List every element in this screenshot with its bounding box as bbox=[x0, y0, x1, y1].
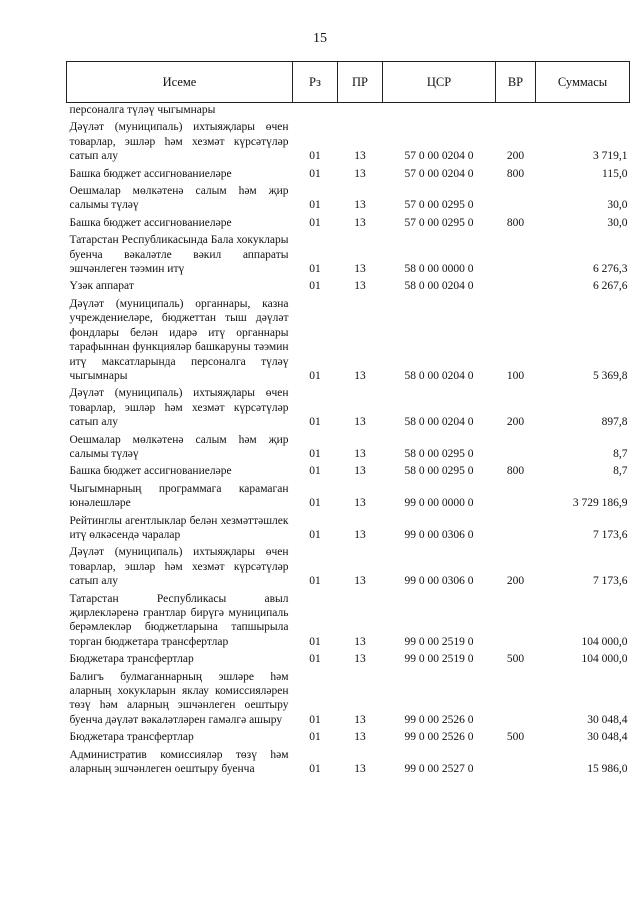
row-pr: 13 bbox=[354, 653, 366, 666]
budget-table bbox=[66, 61, 630, 776]
row-vr bbox=[496, 589, 536, 650]
row-csr bbox=[383, 103, 496, 118]
row-rz: 01 bbox=[309, 280, 321, 293]
row-name: Башка бюджет ассигнованиеләре bbox=[69, 465, 232, 478]
row-pr: 13 bbox=[354, 465, 366, 478]
row-rz: 01 bbox=[309, 416, 321, 429]
row-vr bbox=[496, 667, 536, 728]
row-pr: 13 bbox=[354, 575, 366, 588]
column-header-pr: ПР bbox=[338, 62, 383, 103]
row-sum: 15 986,0 bbox=[587, 763, 628, 776]
row-csr: 99 0 00 2527 0 bbox=[404, 763, 474, 776]
column-header-csr: ЦСР bbox=[383, 62, 496, 103]
row-sum: 104 000,0 bbox=[581, 635, 628, 648]
row-vr bbox=[496, 511, 536, 543]
row-rz: 01 bbox=[309, 369, 321, 382]
row-name: Дәүләт (муниципаль) ихтыяҗлары өчен товарлар, эшләр һәм хезмәт күрсәтүләр сатып алу bbox=[69, 546, 289, 588]
row-pr: 13 bbox=[354, 280, 366, 293]
row-rz: 01 bbox=[309, 465, 321, 478]
row-rz: 01 bbox=[309, 263, 321, 276]
row-sum: 8,7 bbox=[613, 465, 628, 478]
row-sum: 30,0 bbox=[607, 199, 628, 212]
row-csr: 58 0 00 0000 0 bbox=[404, 263, 474, 276]
row-rz: 01 bbox=[309, 497, 321, 510]
row-sum: 6 276,3 bbox=[593, 263, 628, 276]
row-pr: 13 bbox=[354, 635, 366, 648]
table-row bbox=[67, 461, 630, 478]
row-name: Административ комиссияләр төзү һәм аларның эшчәнлеген оештыру буенча bbox=[69, 748, 289, 776]
row-csr: 57 0 00 0295 0 bbox=[404, 216, 474, 229]
table-row bbox=[67, 649, 630, 666]
row-rz: 01 bbox=[309, 216, 321, 229]
row-vr: 500 bbox=[506, 653, 525, 666]
row-pr: 13 bbox=[354, 763, 366, 776]
row-rz: 01 bbox=[309, 199, 321, 212]
row-sum: 8,7 bbox=[613, 447, 628, 460]
row-csr: 99 0 00 2526 0 bbox=[404, 731, 474, 744]
row-csr: 58 0 00 0295 0 bbox=[404, 447, 474, 460]
row-vr: 200 bbox=[506, 150, 525, 163]
row-csr: 99 0 00 0306 0 bbox=[404, 528, 474, 541]
row-name: Оешмалар мөлкәтенә салым һәм җир салымы түләү bbox=[69, 433, 289, 460]
table-row bbox=[67, 542, 630, 588]
row-csr: 99 0 00 2526 0 bbox=[404, 713, 474, 726]
row-name: Дәүләт (муниципаль) ихтыяҗлары өчен товарлар, эшләр һәм хезмәт күрсәтүләр сатып алу bbox=[69, 121, 289, 163]
row-rz: 01 bbox=[309, 528, 321, 541]
row-name: Рейтинглы агентлыклар белән хезмәттәшлек итү өлкәсендә чаралар bbox=[69, 514, 289, 541]
column-header-rz: Рз bbox=[293, 62, 338, 103]
row-csr: 99 0 00 0000 0 bbox=[404, 497, 474, 510]
row-vr bbox=[496, 230, 536, 276]
row-sum: 30,0 bbox=[607, 216, 628, 229]
table-row bbox=[67, 479, 630, 511]
row-sum: 30 048,4 bbox=[587, 713, 628, 726]
row-name: Дәүләт (муниципаль) органнары, казна учреждениеләре, бюджеттан тыш дәүләт фондлары белән идарә итү органнары тарафыннан функцияләр башкаруны тәэмин итү максатларында персоналга түләү чыгымнары bbox=[69, 297, 289, 382]
row-name: персоналга түләү чыгымнары bbox=[69, 104, 216, 116]
row-csr: 57 0 00 0204 0 bbox=[404, 150, 474, 163]
row-sum: 3 719,1 bbox=[593, 150, 628, 163]
row-pr: 13 bbox=[354, 447, 366, 460]
row-vr bbox=[496, 479, 536, 511]
row-csr: 57 0 00 0295 0 bbox=[404, 199, 474, 212]
row-pr: 13 bbox=[354, 150, 366, 163]
row-vr: 200 bbox=[506, 416, 525, 429]
row-name: Бюджетара трансфертлар bbox=[69, 731, 194, 744]
row-csr: 99 0 00 2519 0 bbox=[404, 635, 474, 648]
row-sum: 3 729 186,9 bbox=[572, 497, 628, 510]
table-row bbox=[67, 117, 630, 163]
row-rz: 01 bbox=[309, 447, 321, 460]
row-vr bbox=[496, 745, 536, 777]
row-csr: 58 0 00 0204 0 bbox=[404, 416, 474, 429]
row-vr bbox=[496, 181, 536, 213]
row-pr: 13 bbox=[354, 167, 366, 180]
table-row bbox=[67, 103, 630, 118]
row-csr: 99 0 00 0306 0 bbox=[404, 575, 474, 588]
row-vr: 100 bbox=[506, 369, 525, 382]
row-vr bbox=[496, 103, 536, 118]
row-rz: 01 bbox=[309, 150, 321, 163]
row-sum: 115,0 bbox=[602, 167, 628, 180]
row-rz: 01 bbox=[309, 763, 321, 776]
row-pr bbox=[338, 103, 383, 118]
table-row bbox=[67, 383, 630, 429]
column-header-name: Исеме bbox=[67, 62, 293, 103]
row-name: Татарстан Республикасында Бала хокуклары буенча вәкаләтле вәкил аппараты эшчәнлеген тәэмин итү bbox=[69, 234, 289, 276]
row-name: Балигъ булмаганнарның эшләре һәм аларның хокукларын яклау комиссияләрен төзү һәм аларның эшчәнлеген оештыру буенча дәүләт вәкаләтләрен гамәлгә ашыру bbox=[69, 670, 289, 726]
row-pr: 13 bbox=[354, 416, 366, 429]
row-pr: 13 bbox=[354, 713, 366, 726]
row-vr: 800 bbox=[506, 465, 525, 478]
row-sum: 6 267,6 bbox=[593, 280, 628, 293]
row-name: Татарстан Республикасы авыл җирлекләренә грантлар бирүгә муниципаль берәмлекләр бюджетларына тапшырыла торган бюджетара трансфертлар bbox=[69, 592, 289, 648]
row-pr: 13 bbox=[354, 369, 366, 382]
row-vr: 800 bbox=[506, 216, 525, 229]
row-vr: 800 bbox=[506, 167, 525, 180]
row-pr: 13 bbox=[354, 731, 366, 744]
table-row bbox=[67, 745, 630, 777]
row-name: Чыгымнарның программага карамаган юнәлешләре bbox=[69, 482, 289, 510]
table-row bbox=[67, 164, 630, 181]
table-row bbox=[67, 430, 630, 462]
table-row bbox=[67, 276, 630, 293]
row-csr: 57 0 00 0204 0 bbox=[404, 167, 474, 180]
row-name: Оешмалар мөлкәтенә салым һәм җир салымы түләү bbox=[69, 185, 289, 212]
row-name: Башка бюджет ассигнованиеләре bbox=[69, 216, 232, 229]
table-row bbox=[67, 589, 630, 650]
table-row bbox=[67, 213, 630, 230]
column-header-vr: ВР bbox=[496, 62, 536, 103]
row-vr bbox=[496, 430, 536, 462]
row-vr bbox=[496, 276, 536, 293]
row-sum: 30 048,4 bbox=[587, 731, 628, 744]
row-rz bbox=[293, 103, 338, 118]
table-row bbox=[67, 294, 630, 383]
row-name: Бюджетара трансфертлар bbox=[69, 653, 194, 666]
row-pr: 13 bbox=[354, 497, 366, 510]
row-rz: 01 bbox=[309, 713, 321, 726]
row-rz: 01 bbox=[309, 167, 321, 180]
page-number: 15 bbox=[313, 31, 327, 46]
table-row bbox=[67, 181, 630, 213]
table-header-row bbox=[67, 62, 630, 103]
row-pr: 13 bbox=[354, 528, 366, 541]
row-rz: 01 bbox=[309, 653, 321, 666]
row-csr: 58 0 00 0204 0 bbox=[404, 280, 474, 293]
table-row bbox=[67, 667, 630, 728]
table-row bbox=[67, 230, 630, 276]
row-sum: 7 173,6 bbox=[593, 528, 628, 541]
table-row bbox=[67, 511, 630, 543]
row-sum: 104 000,0 bbox=[581, 653, 628, 666]
row-rz: 01 bbox=[309, 731, 321, 744]
row-sum: 7 173,6 bbox=[593, 575, 628, 588]
row-rz: 01 bbox=[309, 575, 321, 588]
row-pr: 13 bbox=[354, 216, 366, 229]
row-name: Башка бюджет ассигнованиеләре bbox=[69, 167, 232, 180]
row-vr: 200 bbox=[506, 575, 525, 588]
row-csr: 58 0 00 0295 0 bbox=[404, 465, 474, 478]
row-rz: 01 bbox=[309, 635, 321, 648]
row-vr: 500 bbox=[506, 731, 525, 744]
row-name: Үзәк аппарат bbox=[69, 280, 134, 293]
row-pr: 13 bbox=[354, 263, 366, 276]
table-row bbox=[67, 727, 630, 744]
row-csr: 99 0 00 2519 0 bbox=[404, 653, 474, 666]
row-sum bbox=[536, 103, 630, 118]
row-sum: 5 369,8 bbox=[593, 369, 628, 382]
row-pr: 13 bbox=[354, 199, 366, 212]
row-sum: 897,8 bbox=[601, 416, 628, 429]
column-header-sum: Суммасы bbox=[536, 62, 630, 103]
row-name: Дәүләт (муниципаль) ихтыяҗлары өчен товарлар, эшләр һәм хезмәт күрсәтүләр сатып алу bbox=[69, 387, 289, 429]
row-csr: 58 0 00 0204 0 bbox=[404, 369, 474, 382]
